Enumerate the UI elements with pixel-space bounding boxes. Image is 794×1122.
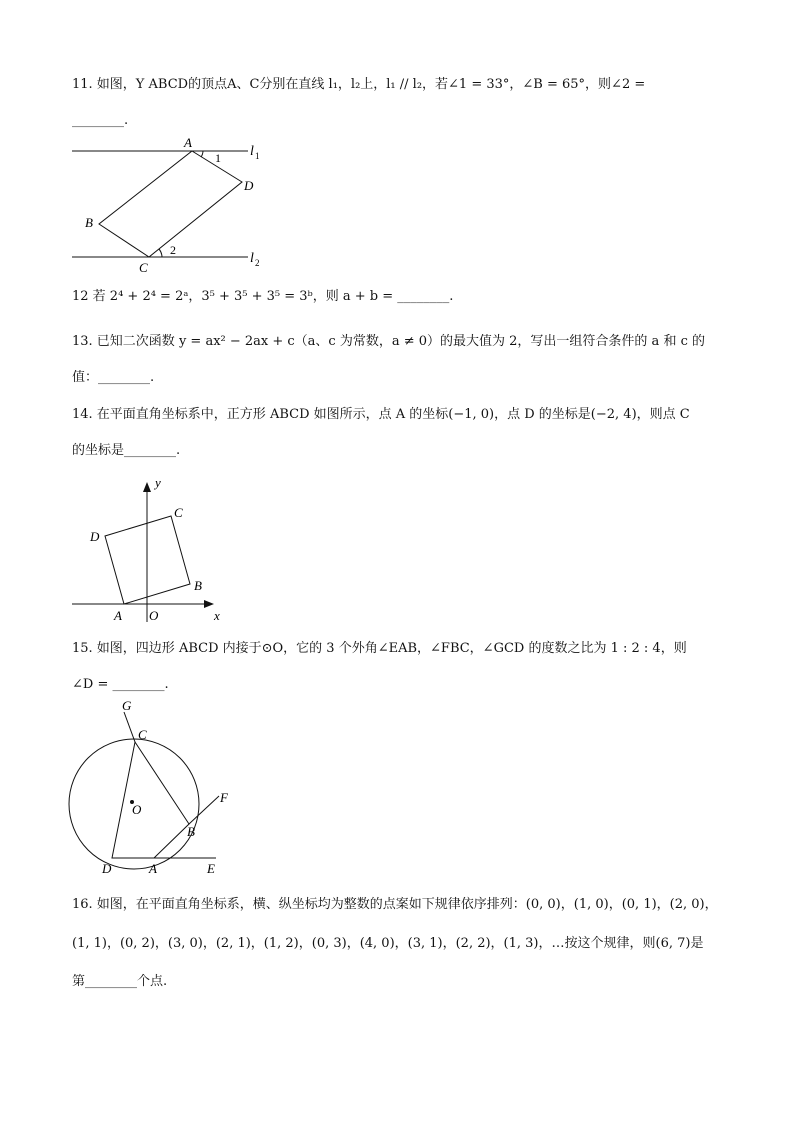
q14-line2: 的坐标是________. — [72, 443, 181, 458]
q14-label-B: B — [194, 578, 202, 593]
q15-label-O: O — [132, 802, 142, 817]
q11-label-D: D — [244, 178, 254, 193]
q15-line2: ∠D = ________. — [72, 677, 169, 692]
q15-line1: 15. 如图，四边形 ABCD 内接于⊙O，它的 3 个外角∠EAB，∠FBC，∠GCD 的度数之比为 1 : 2 : 4，则 — [72, 641, 687, 656]
q14-square-figure — [70, 474, 230, 626]
extension-cf — [189, 796, 219, 824]
q13-line1: 13. 已知二次函数 y = ax² − 2ax + c（a、c 为常数，a ≠ 0）的最大值为 2，写出一组符合条件的 a 和 c 的 — [72, 334, 705, 349]
angle-1-arc — [201, 151, 203, 157]
q15-label-F: F — [220, 790, 228, 805]
q11-label-l1-sub: 1 — [255, 151, 260, 161]
q15-label-B: B — [187, 824, 195, 839]
q14-label-A: A — [114, 608, 122, 623]
q11-label-l1: l — [250, 144, 254, 159]
q11-label-C: C — [139, 260, 148, 275]
q11-label-A: A — [184, 138, 192, 150]
q16-line1: 16. 如图，在平面直角坐标系，横、纵坐标均为整数的点案如下规律依序排列：(0, 0)，(1, 0)，(0, 1)，(2, 0)， — [72, 897, 718, 912]
q11-angle-1-label: 1 — [215, 151, 221, 165]
q14-label-O: O — [149, 608, 159, 623]
q14-label-C: C — [174, 505, 183, 520]
quadrilateral-abcd — [112, 742, 189, 858]
q14-label-y: y — [155, 475, 161, 490]
q11-parallelogram-figure — [70, 138, 270, 276]
q14-label-D: D — [90, 529, 100, 544]
q11-label-l2-sub: 2 — [255, 258, 260, 268]
q15-label-A: A — [149, 861, 157, 876]
y-axis-arrow-icon — [143, 482, 151, 492]
q15-label-D: D — [102, 861, 112, 876]
q15-label-E: E — [207, 861, 215, 876]
q16-line3: 第________个点. — [72, 974, 168, 989]
q12-line1: 12 若 2⁴ + 2⁴ = 2ᵃ，3⁵ + 3⁵ + 3⁵ = 3ᵇ，则 a + b = ________. — [72, 289, 454, 304]
parallelogram-abcd — [99, 151, 242, 257]
q13-line2: 值：________. — [72, 370, 155, 385]
q15-label-G: G — [122, 698, 132, 713]
q14-label-x: x — [214, 608, 220, 623]
q11-line1: 11. 如图，Y ABCD的顶点A、C分别在直线 l₁，l₂上，l₁ // l₂，若∠1 = 33°，∠B = 65°，则∠2 = — [72, 77, 646, 92]
x-axis-arrow-icon — [204, 600, 214, 608]
q11-answer-blank: ________. — [72, 113, 129, 128]
q14-line1: 14. 在平面直角坐标系中，正方形 ABCD 如图所示，点 A 的坐标(−1, 0)，点 D 的坐标是(−2, 4)，则点 C — [72, 407, 690, 422]
q15-label-C: C — [138, 727, 147, 742]
q15-inscribed-quadrilateral-figure — [66, 696, 238, 878]
q16-line2: (1, 1)，(0, 2)，(3, 0)，(2, 1)，(1, 2)，(0, 3)，(4, 0)，(3, 1)，(2, 2)，(1, 3)，…按这个规律，则(6, 7)是 — [72, 936, 704, 951]
extension-cg — [124, 712, 135, 742]
q11-label-l2: l — [250, 251, 254, 266]
q11-label-B: B — [85, 215, 93, 230]
angle-2-arc — [159, 249, 162, 257]
q11-angle-2-label: 2 — [170, 243, 176, 257]
